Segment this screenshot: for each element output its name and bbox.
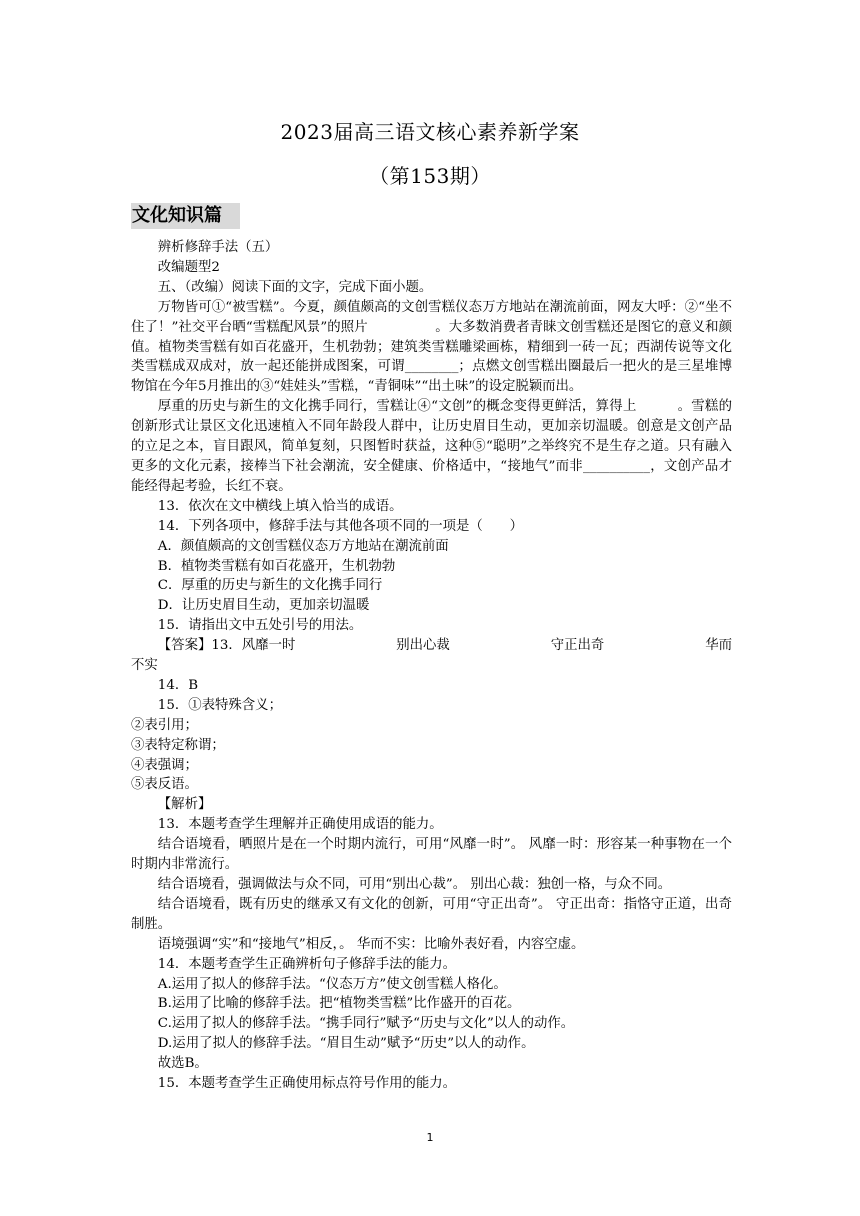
issue-number: （第153期） [369,164,491,188]
answer-item: 【答案】13．风靡一时 [157,638,296,654]
analysis-text: D.运用了拟人的修辞手法。“眉目生动”赋予“历史”以人的动作。 [157,1036,535,1052]
answer-continuation: 不实 [131,658,158,674]
analysis-text: C.运用了拟人的修辞手法。“携手同行”赋予“历史与文化”以人的动作。 [157,1016,575,1032]
analysis-text: 故选B。 [157,1056,208,1072]
answer-item: 华而 [705,638,732,654]
option: B．植物类雪糕有如百花盛开，生机勃勃 [157,558,396,574]
passage-paragraph: 厚重的历史与新生的文化携手同行，雪糕让④“文创”的概念变得更鲜活，算得上 。雪糕的创新形式让景区文化迅速植入不同年龄段人群中，让历史眉目生动，更加亲切温暖。创意是文创产品的立足之本，盲目跟风，简单复刻，只图暂时获益，这种⑤“聪明”之举终究不是生存之道。只有融入更多的文化元素，接棒当下社会潮流，安全健康、价格适中，“接地气”而非__________，文创产品才能经得起考验，长红不衰。 [131,399,732,494]
page-number: 1 [426,1131,434,1144]
answer-text: ⑤表反语。 [131,777,198,793]
question: 14．下列各项中，修辞手法与其他各项不同的一项是（ ） [157,518,523,534]
document-title: 2023届高三语文核心素养新学案 [280,120,580,144]
analysis-text: 结合语境看，晒照片是在一个时期内流行，可用“风靡一时”。 风靡一时：形容某一种事物在一个时期内非常流行。 [131,837,732,873]
paragraph: 辨析修辞手法（五） [157,240,279,255]
analysis-text: 15．本题考查学生正确使用标点符号作用的能力。 [157,1076,457,1092]
passage-paragraph: 万物皆可①“被雪糕”。今夏，颜值颇高的文创雪糕仪态万方地站在潮流前面，网友大呼：②“坐不住了！”社交平台晒“雪糕配风景”的照片 。大多数消费者青睐文创雪糕还是图它的意义和颜值。植物类雪糕有如百花盛开，生机勃勃；建筑类雪糕雕梁画栋，精细到一砖一瓦；西湖传说等文化类雪糕成双成对，放一起还能拼成图案，可谓________；点燃文创雪糕出圈最后一把火的是三星堆博物馆在今年5月推出的③“娃娃头”雪糕，“青铜味”“出土味”的设定脱颖而出。 [131,299,732,395]
answer-item: 别出心裁 [396,638,450,654]
option: C．厚重的历史与新生的文化携手同行 [157,578,383,594]
paragraph: 五、（改编）阅读下面的文字，完成下面小题。 [157,279,433,295]
question: 13．依次在文中横线上填入恰当的成语。 [157,498,403,514]
answer-text: ②表引用； [131,717,198,733]
answer-text: 14．B [157,677,199,693]
analysis-text: 14．本题考查学生正确辨析句子修辞手法的能力。 [157,956,457,972]
paragraph: 改编题型2 [157,259,220,275]
answer-text: ③表特定称谓； [131,737,225,753]
option: A．颜值颇高的文创雪糕仪态万方地站在潮流前面 [157,538,449,554]
analysis-text: A.运用了拟人的修辞手法。“仪态万方”使文创雪糕人格化。 [157,976,507,992]
option: D．让历史眉目生动，更加亲切温暖 [157,598,370,614]
analysis-heading: 【解析】 [157,797,212,813]
answer-item: 守正出奇 [550,638,605,654]
answer-line [131,636,732,656]
analysis-text: 结合语境看，既有历史的继承又有文化的创新，可用“守正出奇”。 守正出奇：指恪守正道，出奇制胜。 [131,896,732,932]
document-body [131,238,732,1094]
analysis-text: 13．本题考查学生理解并正确使用成语的能力。 [157,817,443,833]
analysis-text: 语境强调“实”和“接地气”相反，。 华而不实：比喻外表好看，内容空虚。 [157,936,585,952]
answer-text: ④表强调； [131,757,198,773]
section-heading: 文化知识篇 [131,203,240,229]
analysis-text: 结合语境看，强调做法与众不同，可用“别出心裁”。 别出心裁：独创一格，与众不同。 [157,877,672,892]
question: 15．请指出文中五处引号的用法。 [157,618,363,634]
analysis-text: B.运用了比喻的修辞手法。把“植物类雪糕”比作盛开的百花。 [157,996,521,1012]
answer-text: 15．①表特殊含义； [157,697,282,713]
